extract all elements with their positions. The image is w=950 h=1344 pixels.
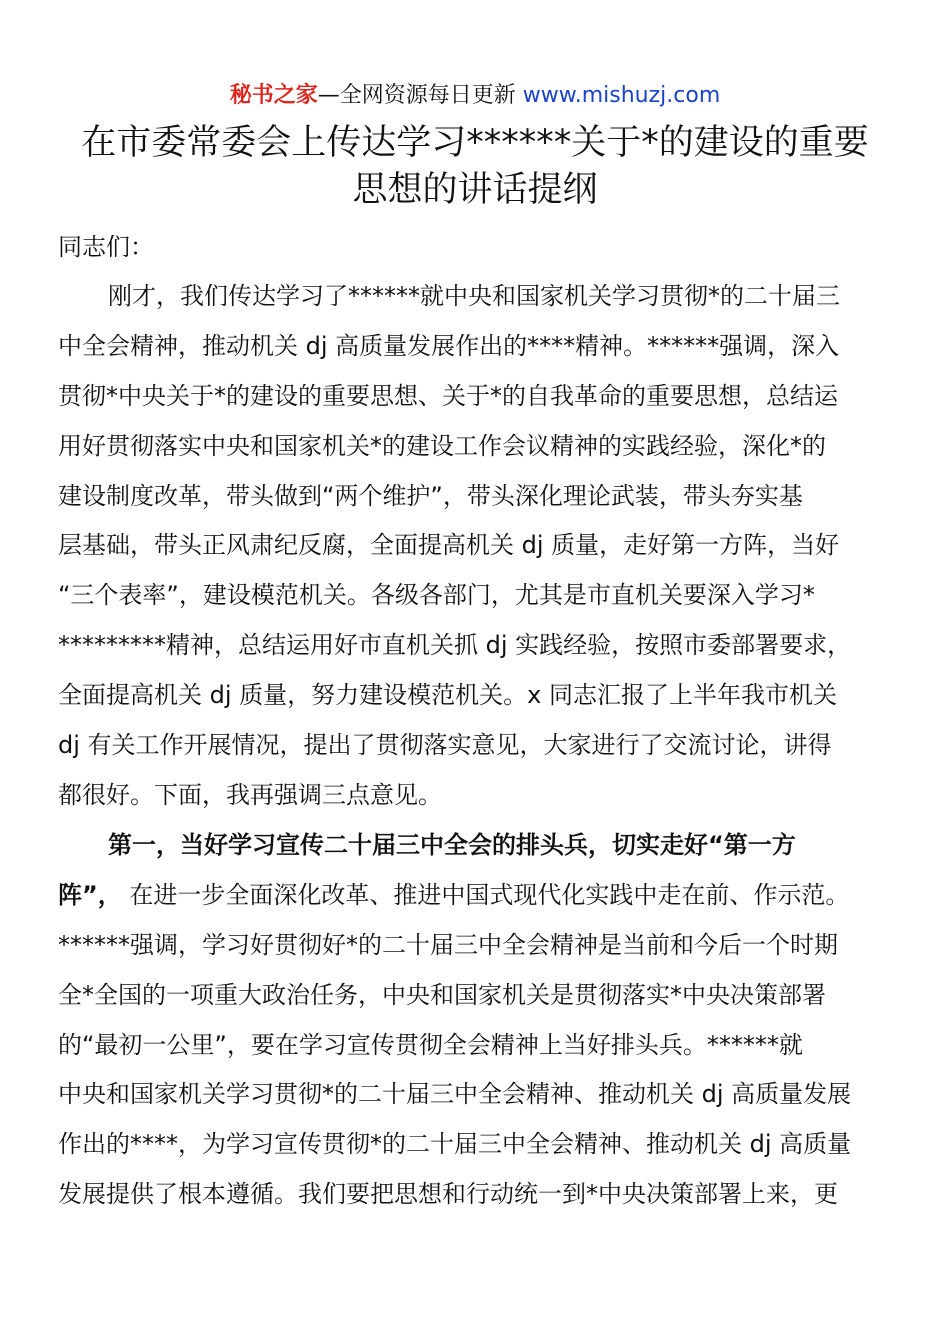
- paragraph-line: 作出的****，为学习宣传贯彻*的二十届三中全会精神、推动机关 dj 高质量: [58, 1130, 852, 1159]
- site-url-link[interactable]: www.mishuzj.com: [522, 83, 721, 108]
- section-heading-tail: 阵”，: [58, 880, 122, 909]
- paragraph-line: 中央和国家机关学习贯彻*的二十届三中全会精神、推动机关 dj 高质量发展: [58, 1080, 852, 1109]
- paragraph-line: 用好贯彻落实中央和国家机关*的建设工作会议精神的实践经验，深化*的: [58, 431, 826, 460]
- brand-name: 秘书之家: [229, 83, 318, 108]
- title-line-2: 思想的讲话提纲: [352, 170, 598, 210]
- paragraph-line: 层基础，带头正风肃纪反腐，全面提高机关 dj 质量，走好第一方阵，当好: [58, 531, 840, 560]
- paragraph-line: “三个表率”，建设模范机关。各级各部门，尤其是市直机关要深入学习*: [58, 581, 815, 610]
- paragraph-line: ******强调，学习好贯彻好*的二十届三中全会精神是当前和今后一个时期: [58, 930, 838, 959]
- paragraph-line: 全*全国的一项重大政治任务，中央和国家机关是贯彻落实*中央决策部署: [58, 980, 826, 1009]
- paragraph-line-rest: 在进一步全面深化改革、推进中国式现代化实践中走在前、作示范。: [129, 880, 850, 909]
- paragraph-line: *********精神，总结运用好市直机关抓 dj 实践经验，按照市委部署要求，: [58, 631, 852, 660]
- document-title: [40, 120, 910, 214]
- paragraph-2: [58, 821, 892, 1220]
- paragraph-line: dj 有关工作开展情况，提出了贯彻落实意见，大家进行了交流讨论，讲得: [58, 731, 832, 760]
- paragraph-line: [58, 871, 892, 921]
- paragraph-1: [58, 272, 892, 821]
- paragraph-line: 建设制度改革，带头做到“两个维护”，带头深化理论武装，带头夯实基: [58, 481, 803, 510]
- header-tagline: —全网资源每日更新: [317, 83, 516, 108]
- section-heading-line: 第一，当好学习宣传二十届三中全会的排头兵，切实走好“第一方: [108, 831, 796, 859]
- site-header: [0, 80, 950, 112]
- paragraph-line: 刚才，我们传达学习了******就中央和国家机关学习贯彻*的二十届三: [108, 282, 840, 310]
- paragraph-line: 全面提高机关 dj 质量，努力建设模范机关。x 同志汇报了上半年我市机关: [58, 681, 837, 710]
- paragraph-line: 都很好。下面，我再强调三点意见。: [58, 780, 442, 809]
- paragraph-line: 中全会精神，推动机关 dj 高质量发展作出的****精神。******强调，深入: [58, 331, 840, 360]
- title-line-1: 在市委常委会上传达学习******关于*的建设的重要: [81, 123, 869, 163]
- greeting: 同志们：: [58, 233, 154, 261]
- paragraph-line: 贯彻*中央关于*的建设的重要思想、关于*的自我革命的重要思想，总结运: [58, 381, 838, 410]
- paragraph-line: 的“最初一公里”，要在学习宣传贯彻全会精神上当好排头兵。******就: [58, 1030, 803, 1059]
- paragraph-line: 发展提供了根本遵循。我们要把思想和行动统一到*中央决策部署上来，更: [58, 1180, 838, 1209]
